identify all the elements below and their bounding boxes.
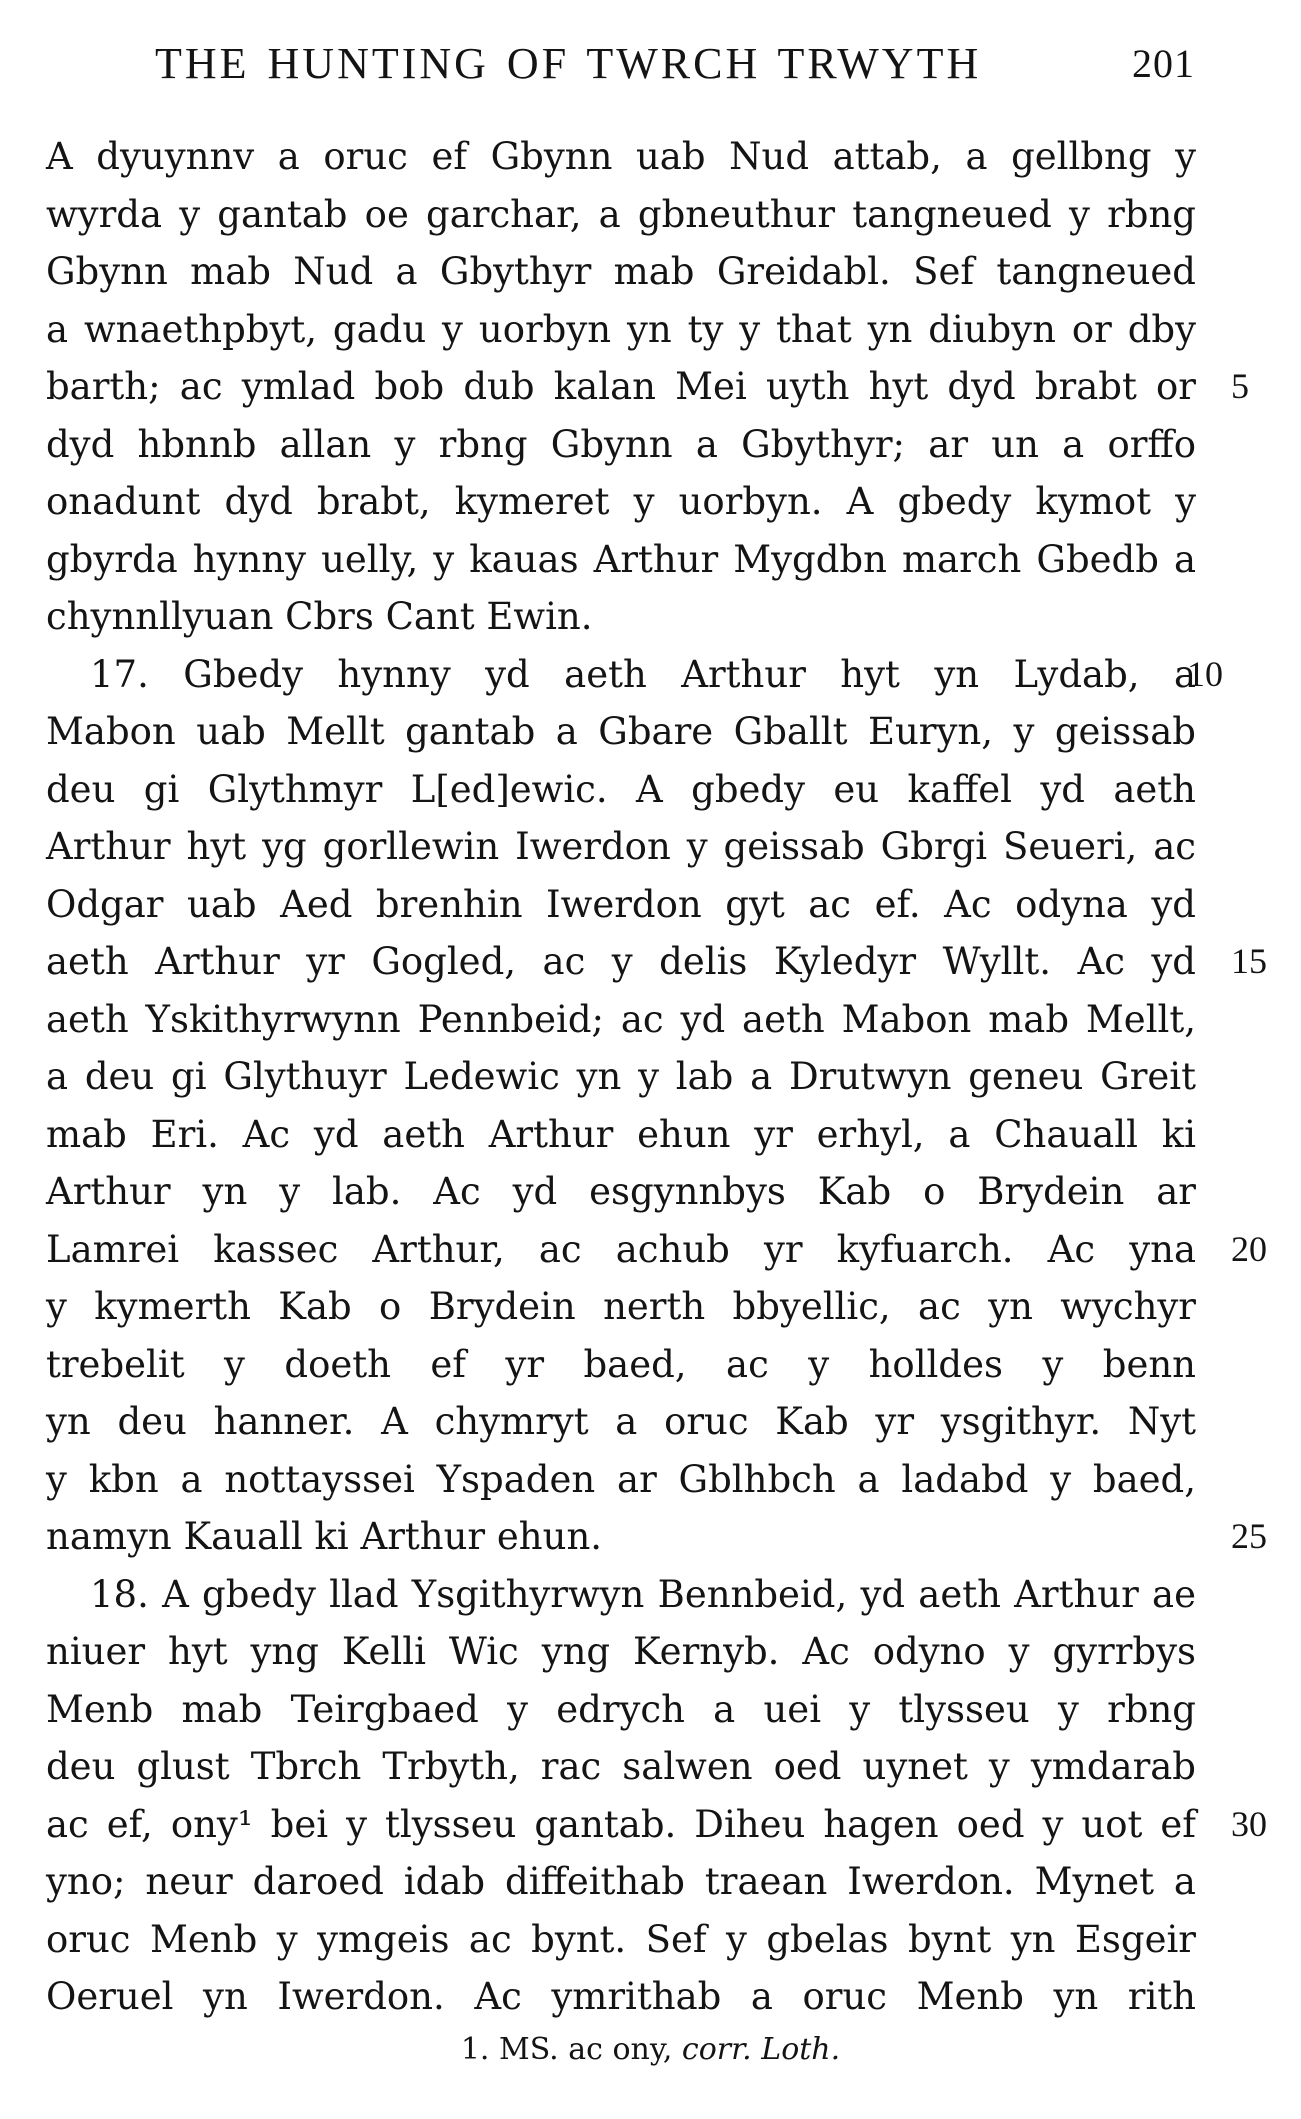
text-line: chynnllyuan Cbrs Cant Ewin. — [46, 595, 593, 638]
text-line: Mabon uab Mellt gantab a Gbare Gballt Euryn, y geissab — [46, 710, 1196, 753]
text-line: Arthur hyt yg gorllewin Iwerdon y geissab Gbrgi Seueri, ac — [46, 825, 1196, 868]
footnote-text: MS. ac ony, — [498, 2032, 673, 2067]
text-line: onadunt dyd brabt, kymeret y uorbyn. A gbedy kymot y — [46, 480, 1196, 523]
running-header — [155, 34, 1195, 94]
text-line: deu glust Tbrch Trbyth, rac salwen oed uynet y ymdarab — [46, 1745, 1196, 1788]
line-number-20: 20 — [1231, 1228, 1267, 1269]
line-number-15: 15 — [1231, 941, 1267, 981]
footnote-source: Loth. — [761, 2032, 841, 2067]
page-number: 201 — [1132, 41, 1195, 86]
text-line: a wnaethpbyt, gadu y uorbyn yn ty y that yn diubyn or dby — [46, 307, 1196, 351]
line-number-5: 5 — [1231, 366, 1249, 406]
footnote-number: 1. — [460, 2032, 490, 2067]
text-line-content: Lamrei kassec Arthur, ac achub yr kyfuarch. Ac yna — [46, 1227, 1196, 1271]
line-number-30: 30 — [1231, 1803, 1267, 1844]
text-line: a deu gi Glythuyr Ledewic yn y lab a Drutwyn geneu Greit — [46, 1055, 1196, 1098]
text-line — [46, 1221, 1267, 1279]
footnote — [0, 2030, 1301, 2070]
text-line: y kbn a nottayssei Yspaden ar Gblhbch a ladabd y baed, — [46, 1457, 1196, 1501]
text-line — [46, 933, 1267, 991]
text-line: oruc Menb y ymgeis ac bynt. Sef y gbelas bynt yn Esgeir — [46, 1917, 1196, 1961]
text-line: trebelit y doeth ef yr baed, ac y holldes y benn — [46, 1342, 1196, 1386]
text-line — [46, 1508, 1267, 1566]
text-line — [46, 358, 1249, 416]
text-line-content: aeth Arthur yr Gogled, ac y delis Kyledyr Wyllt. Ac yd — [46, 940, 1196, 983]
footnote-correction: corr. — [681, 2032, 752, 2067]
text-line: wyrda y gantab oe garchar, a gbneuthur tangneued y rbng — [46, 192, 1196, 236]
body-text — [46, 128, 1267, 2026]
text-line: aeth Yskithyrwynn Pennbeid; ac yd aeth Mabon mab Mellt, — [46, 997, 1196, 1041]
text-line: yno; neur daroed idab diffeithab traean Iwerdon. Mynet a — [46, 1860, 1196, 1903]
text-line: Oeruel yn Iwerdon. Ac ymrithab a oruc Menb yn rith — [46, 1975, 1196, 2018]
text-line: y kymerth Kab o Brydein nerth bbyellic, ac yn wychyr — [46, 1285, 1196, 1328]
text-line: Arthur yn y lab. Ac yd esgynnbys Kab o Brydein ar — [46, 1170, 1196, 1213]
text-line-content: namyn Kauall ki Arthur ehun. — [46, 1515, 603, 1558]
text-line — [46, 646, 1223, 704]
text-line: gbyrda hynny uelly, y kauas Arthur Mygdbn march Gbedb a — [46, 537, 1196, 581]
text-line: Gbynn mab Nud a Gbythyr mab Greidabl. Sef tangneued — [46, 250, 1196, 293]
running-title: THE HUNTING OF TWRCH TRWYTH — [155, 39, 982, 88]
text-line: 18. A gbedy llad Ysgithyrwyn Bennbeid, yd aeth Arthur ae — [90, 1572, 1196, 1616]
text-line: A dyuynnv a oruc ef Gbynn uab Nud attab, a gellbng y — [46, 135, 1196, 178]
text-line: dyd hbnnb allan y rbng Gbynn a Gbythyr; ar un a orffo — [46, 422, 1196, 466]
line-number-25: 25 — [1231, 1516, 1267, 1556]
text-line: niuer hyt yng Kelli Wic yng Kernyb. Ac odyno y gyrrbys — [46, 1630, 1196, 1673]
text-line: yn deu hanner. A chymryt a oruc Kab yr ysgithyr. Nyt — [46, 1400, 1196, 1443]
text-line — [46, 1796, 1267, 1854]
text-line-content: 17. Gbedy hynny yd aeth Arthur hyt yn Lydab, a — [90, 652, 1196, 696]
line-number-10: 10 — [1187, 653, 1223, 694]
text-line: deu gi Glythmyr L[ed]ewic. A gbedy eu kaffel yd aeth — [46, 767, 1196, 811]
text-line-content: barth; ac ymlad bob dub kalan Mei uyth hyt dyd brabt or — [46, 365, 1196, 408]
text-line: Menb mab Teirgbaed y edrych a uei y tlysseu y rbng — [46, 1687, 1196, 1731]
text-line: Odgar uab Aed brenhin Iwerdon gyt ac ef. Ac odyna yd — [46, 882, 1196, 926]
text-line: mab Eri. Ac yd aeth Arthur ehun yr erhyl, a Chauall ki — [46, 1112, 1196, 1156]
text-line-content: ac ef, ony¹ bei y tlysseu gantab. Diheu hagen oed y uot ef — [46, 1802, 1196, 1846]
